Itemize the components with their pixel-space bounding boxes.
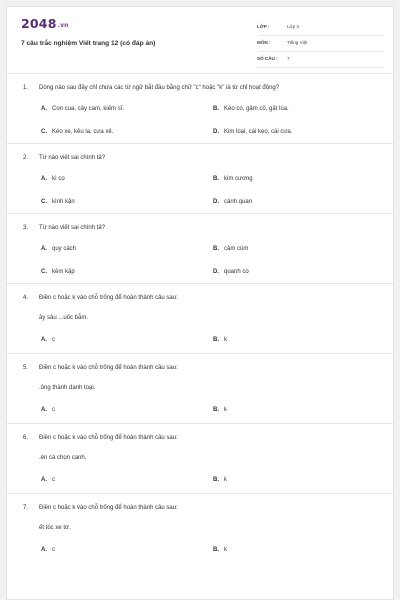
page-title: 7 câu trắc nghiệm Viết trang 12 (có đáp án) — [21, 40, 156, 47]
option-text: kèm kặp — [52, 269, 75, 275]
answer-option[interactable] — [41, 269, 75, 275]
question-number: 5. — [23, 365, 29, 371]
question-text: Từ nào viết sai chính tả? — [39, 225, 106, 231]
option-letter: A. — [41, 106, 47, 112]
answer-option[interactable] — [41, 246, 76, 252]
worksheet-meta — [257, 22, 383, 70]
option-letter: A. — [41, 246, 47, 252]
option-text: c — [52, 477, 55, 483]
answer-option[interactable] — [41, 407, 55, 413]
meta-row-subject — [257, 38, 383, 52]
answer-option[interactable] — [213, 176, 253, 182]
question-divider — [7, 213, 393, 214]
meta-label: SỐ CÂU : — [257, 56, 278, 61]
question-text: Từ nào viết sai chính tả? — [39, 155, 106, 161]
answer-option[interactable] — [213, 199, 252, 205]
option-letter: A. — [41, 337, 47, 343]
question-divider — [7, 143, 393, 144]
option-text: cảm cúm — [224, 246, 249, 252]
option-letter: C. — [41, 269, 47, 275]
meta-value: Tiếng Việt — [287, 40, 308, 45]
option-letter: D. — [213, 199, 219, 205]
option-text: quanh co — [224, 269, 249, 275]
option-letter: B. — [213, 106, 219, 112]
option-text: k — [224, 407, 227, 413]
option-text: quy cách — [52, 246, 77, 252]
option-letter: A. — [41, 547, 47, 553]
worksheet-header — [7, 7, 393, 73]
option-letter: A. — [41, 407, 47, 413]
option-letter: D. — [213, 269, 219, 275]
answer-option[interactable] — [41, 199, 75, 205]
question-number: 3. — [23, 225, 29, 231]
answer-option[interactable] — [41, 129, 113, 135]
question-number: 7. — [23, 505, 29, 511]
question-text: Dòng nào sau đây chỉ chứa các từ ngữ bắt đầu bằng chữ "c" hoặc "k" là từ chỉ hoạt động? — [39, 85, 280, 91]
option-text: c — [52, 547, 55, 553]
answer-option[interactable] — [213, 477, 227, 483]
brand-logo[interactable] — [21, 16, 69, 31]
answer-option[interactable] — [41, 106, 124, 112]
option-text: c — [52, 337, 55, 343]
option-letter: A. — [41, 477, 47, 483]
option-text: c — [52, 407, 55, 413]
option-letter: B. — [213, 246, 219, 252]
option-text: Con cua, cây cam, kiếm sĩ. — [52, 106, 125, 112]
meta-value: Lớp 3 — [287, 24, 299, 29]
question-divider — [7, 423, 393, 424]
answer-option[interactable] — [213, 337, 227, 343]
question-text: Điền c hoặc k vào chỗ trống để hoàn thành câu sau: — [39, 295, 178, 301]
question-sentence: ết tóc xe tơ. — [39, 525, 71, 531]
question-sentence: ây sâu ...uốc bẫm. — [39, 315, 89, 321]
question-number: 1. — [23, 85, 29, 91]
meta-label: LỚP : — [257, 24, 270, 29]
question-sentence: .én cá chọn canh. — [39, 455, 87, 461]
brand-suffix: .vn — [57, 22, 69, 29]
question-text: Điền c hoặc k vào chỗ trống để hoàn thành câu sau: — [39, 435, 178, 441]
meta-row-question-count — [257, 54, 383, 68]
option-text: kì cọ — [52, 176, 65, 182]
answer-option[interactable] — [213, 407, 227, 413]
question-text: Điền c hoặc k vào chỗ trống để hoàn thành câu sau: — [39, 365, 178, 371]
option-text: k — [224, 477, 227, 483]
option-letter: C. — [41, 129, 47, 135]
question-text: Điền c hoặc k vào chỗ trống để hoàn thành câu sau: — [39, 505, 178, 511]
header-divider — [7, 73, 393, 74]
question-number: 2. — [23, 155, 29, 161]
answer-option[interactable] — [213, 129, 292, 135]
option-letter: B. — [213, 477, 219, 483]
option-letter: B. — [213, 547, 219, 553]
option-text: Kéo xe, kêu la, cưa xẻ. — [52, 129, 114, 135]
option-letter: D. — [213, 129, 219, 135]
answer-option[interactable] — [41, 176, 65, 182]
answer-option[interactable] — [41, 547, 55, 553]
question-number: 4. — [23, 295, 29, 301]
option-text: k — [224, 547, 227, 553]
meta-label: MÔN : — [257, 40, 271, 45]
option-letter: B. — [213, 176, 219, 182]
question-sentence: .ông thành danh toại. — [39, 385, 96, 391]
question-divider — [7, 493, 393, 494]
option-text: Kim loại, cái kẹo, cái cưa. — [224, 129, 293, 135]
brand-name: 2048 — [21, 16, 57, 31]
answer-option[interactable] — [213, 246, 248, 252]
meta-row-class — [257, 22, 383, 36]
option-letter: A. — [41, 176, 47, 182]
meta-value: 7 — [287, 56, 290, 61]
answer-option[interactable] — [41, 337, 55, 343]
option-text: kim cương — [224, 176, 253, 182]
option-letter: C. — [41, 199, 47, 205]
option-text: Kéo co, gậm cỏ, gặt lúa. — [224, 106, 289, 112]
question-number: 6. — [23, 435, 29, 441]
question-divider — [7, 353, 393, 354]
answer-option[interactable] — [213, 269, 249, 275]
option-text: k — [224, 337, 227, 343]
answer-option[interactable] — [41, 477, 55, 483]
worksheet-page — [6, 6, 394, 600]
option-letter: B. — [213, 337, 219, 343]
option-letter: B. — [213, 407, 219, 413]
answer-option[interactable] — [213, 547, 227, 553]
answer-option[interactable] — [213, 106, 289, 112]
question-divider — [7, 283, 393, 284]
option-text: kình kận — [52, 199, 75, 205]
option-text: cánh quan — [224, 199, 253, 205]
